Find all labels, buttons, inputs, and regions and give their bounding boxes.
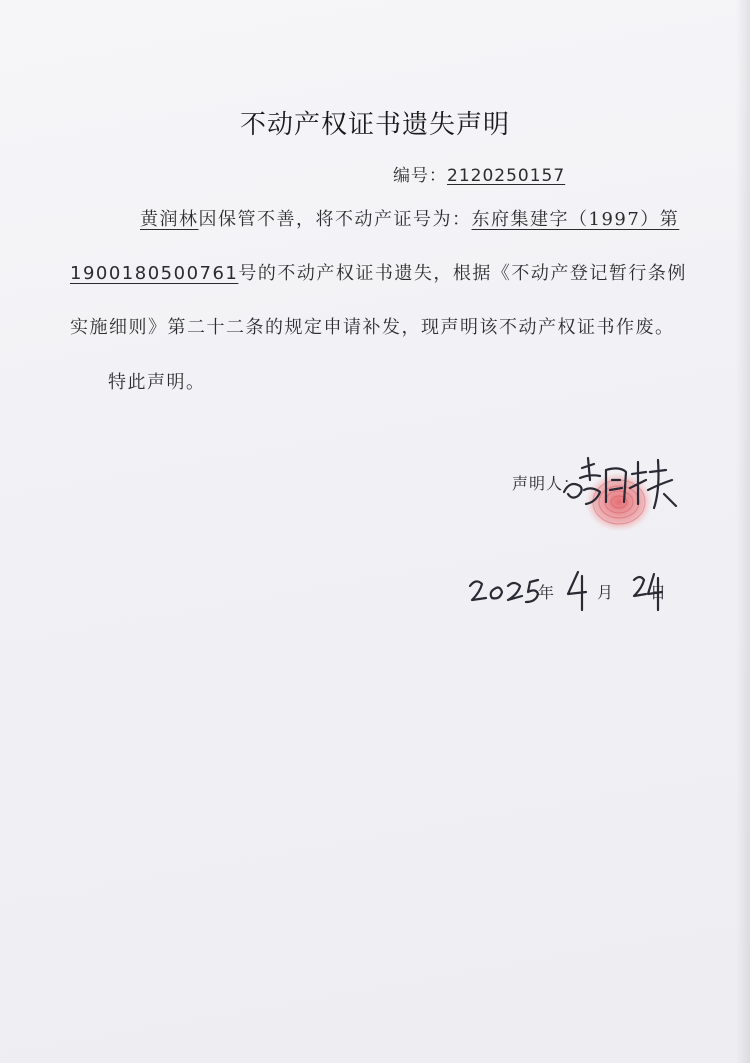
person-name: 黄润林: [140, 209, 199, 230]
document-title: 不动产权证书遗失声明: [239, 110, 510, 140]
body-line-1-text: 因保管不善，将不动产证号为：: [198, 209, 472, 230]
handwritten-date: [466, 566, 666, 616]
closing-statement: 特此声明。: [108, 372, 206, 393]
declarant-label: 声明人：: [512, 474, 581, 493]
body-line-3: 实施细则》第二十二条的规定申请补发，现声明该不动产权证书作废。: [70, 317, 675, 338]
serial-number-line: [393, 161, 565, 186]
page-edge-shadow: [736, 0, 750, 1063]
serial-number: 2120250157: [447, 166, 566, 186]
date-year-char: 年: [538, 583, 555, 602]
certificate-number: 1900180500761: [70, 263, 239, 284]
serial-label: 编号：: [393, 166, 447, 186]
certificate-prefix: 东府集建字（1997）第: [471, 209, 680, 230]
body-line-2-text: 号的不动产权证书遗失，根据《不动产登记暂行条例: [238, 263, 687, 284]
body-line-2: [70, 259, 687, 285]
body-line-1: [140, 205, 679, 231]
handwritten-signature: [560, 450, 680, 520]
date-day-char: 日: [650, 583, 667, 602]
date-month-char: 月: [597, 583, 614, 602]
